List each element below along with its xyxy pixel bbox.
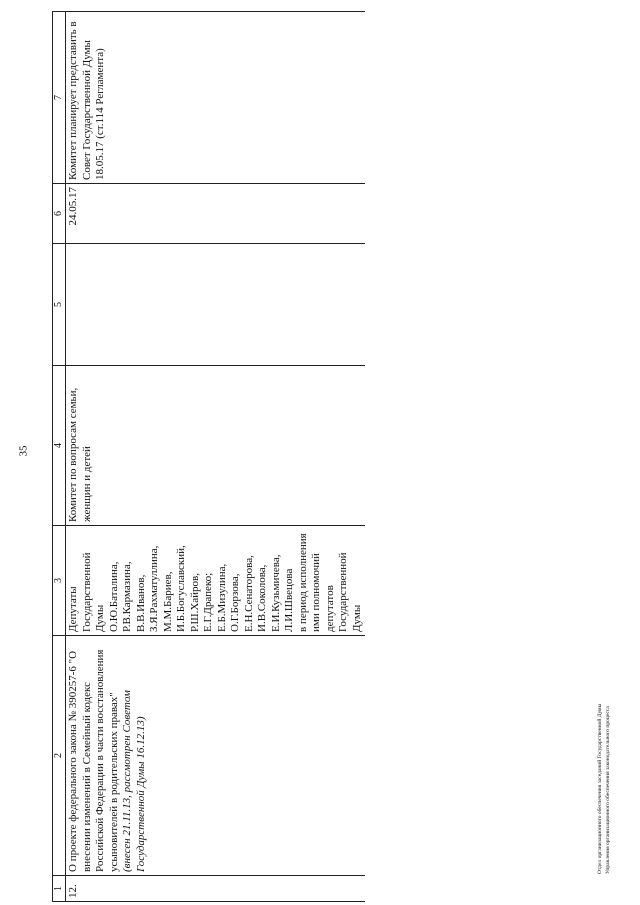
header-cell-3: 3 bbox=[53, 526, 66, 636]
author-item: Е.Б.Мизулина, bbox=[215, 563, 228, 632]
author-item: И.В.Соколова, bbox=[256, 564, 268, 632]
authors-list bbox=[67, 529, 364, 632]
author-item: М.М.Бариев, bbox=[161, 571, 174, 632]
bill-title: О проекте федерального закона № 390257-6 "О внесении изменений в Семейный кодекс Российской Федерации в части восстановления усыновителей в родительских правах" bbox=[67, 649, 120, 872]
bill-note: (внесен 21.11.13, рассмотрен Советом Государственной Думы 16.12.13) bbox=[121, 690, 147, 872]
header-cell-5: 5 bbox=[53, 244, 66, 366]
author-item: В.В.Иванов, bbox=[134, 574, 147, 632]
author-item: З.Я.Рахматуллина, bbox=[148, 545, 160, 632]
table-row bbox=[66, 12, 366, 902]
author-item: Е.Н.Сенаторова, bbox=[242, 555, 255, 632]
header-cell-4: 4 bbox=[53, 366, 66, 526]
author-item: Л.И.Швецова bbox=[283, 568, 295, 632]
footer-line-1: Отдел организационного обеспечения заседаний Государственной Думы bbox=[597, 703, 603, 874]
bill-cell bbox=[66, 636, 366, 876]
col5-cell bbox=[66, 244, 366, 366]
author-item: Р.В.Кармазина, bbox=[121, 561, 133, 632]
header-row bbox=[53, 12, 66, 902]
row-number: 12. bbox=[66, 876, 366, 902]
committee-cell: Комитет по вопросам семьи, женщин и детей bbox=[66, 366, 366, 526]
author-item: Р.Ш.Хайров, bbox=[188, 573, 201, 632]
author-item: И.Б.Богуславский, bbox=[175, 545, 187, 632]
author-item: Депутаты Государственной Думы bbox=[67, 552, 106, 632]
author-item: Е.Г.Драпеко; bbox=[202, 572, 214, 632]
author-item: О.Г.Борзова, bbox=[229, 573, 241, 632]
header-cell-1: 1 bbox=[53, 876, 66, 902]
author-item: в период исполнения ими полномочий депутатов Государственной Думы bbox=[296, 533, 363, 632]
bills-table bbox=[52, 11, 365, 902]
author-item: Е.И.Кузьмичева, bbox=[269, 554, 282, 632]
header-cell-2: 2 bbox=[53, 636, 66, 876]
header-cell-7: 7 bbox=[53, 12, 66, 184]
author-item: О.Ю.Баталина, bbox=[107, 561, 120, 632]
plan-cell: Комитет планирует представить в Совет Государственной Думы 18.05.17 (ст.114 Регламента) bbox=[66, 12, 366, 184]
header-cell-6: 6 bbox=[53, 184, 66, 244]
authors-cell bbox=[66, 526, 366, 636]
footer-line-2: Управления организационного обеспечения законодательного процесса bbox=[605, 706, 611, 874]
date-cell: 24.05.17 bbox=[66, 184, 366, 244]
